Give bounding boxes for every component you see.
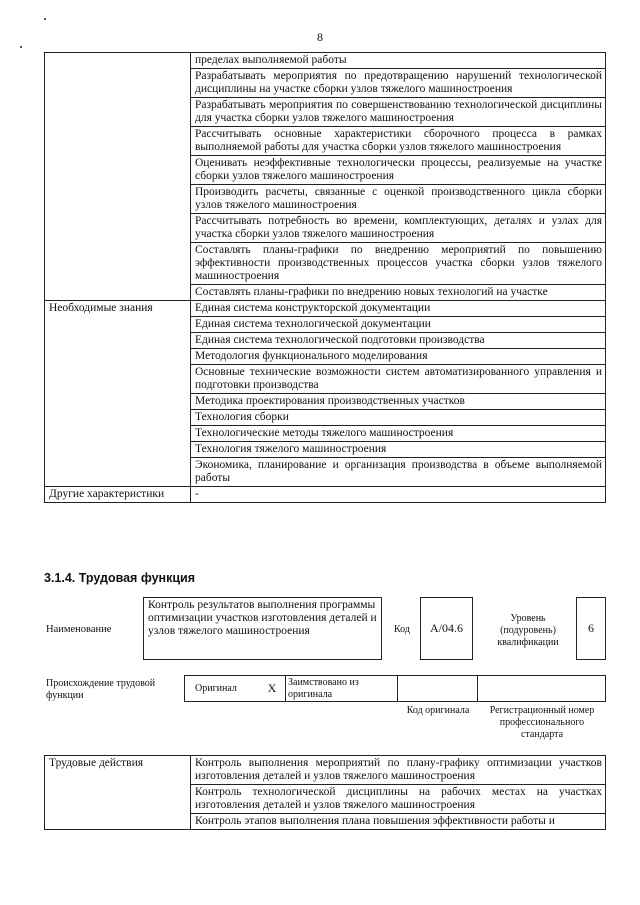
skill-item: пределах выполняемой работы (191, 53, 606, 69)
table-row (45, 53, 606, 69)
knowledge-item: Единая система технологической подготовки производства (191, 333, 606, 349)
code-label: Код (394, 624, 410, 635)
scan-dot (20, 46, 22, 48)
knowledge-item: Технология сборки (191, 410, 606, 426)
section-title: 3.1.4. Трудовая функция (44, 571, 196, 585)
knowledge-item: Единая система технологической документации (191, 317, 606, 333)
skill-item: Составлять планы-графики по внедрению новых технологий на участке (191, 285, 606, 301)
knowledge-item: Технология тяжелого машиностроения (191, 442, 606, 458)
level-label: Уровень (подуровень) квалификации (497, 613, 559, 648)
action-item: Контроль выполнения мероприятий по плану-графику оптимизации участков изготовления деталей и узлов тяжелого машиностроения (191, 756, 606, 785)
other-value: - (191, 487, 606, 503)
origin-label: Происхождение трудовой функции (46, 678, 156, 701)
knowledge-item: Единая система конструкторской документации (191, 301, 606, 317)
registration-caption: Регистрационный номер профессионального стандарта (489, 705, 595, 740)
code-box (420, 597, 473, 660)
knowledge-item: Методология функционального моделирования (191, 349, 606, 365)
table-row (45, 487, 606, 503)
action-item: Контроль технологической дисциплины на рабочих местах на участках изготовления деталей и узлов тяжелого машиностроения (191, 785, 606, 814)
skill-item: Рассчитывать основные характеристики сборочного процесса в рамках выполняемой работы для участка сборки узлов тяжелого машиностроения (191, 127, 606, 156)
skills-label-cell (45, 53, 191, 301)
skills-table (44, 52, 606, 503)
other-label: Другие характеристики (45, 487, 191, 503)
function-name-value: Контроль результатов выполнения программы оптимизации участков изготовления деталей и узлов тяжелого машиностроения (148, 599, 377, 637)
skill-item: Производить расчеты, связанные с оценкой производственного цикла сборки узлов тяжелого машиностроения (191, 185, 606, 214)
skill-item: Составлять планы-графики по внедрению мероприятий по повышению эффективности производственных процессов участка сборки узлов тяжелого машиностроения (191, 243, 606, 285)
actions-table (44, 755, 606, 830)
original-label: Оригинал (195, 683, 237, 694)
function-name-box (143, 597, 382, 660)
actions-label: Трудовые действия (45, 756, 191, 830)
origin-box (184, 675, 606, 702)
borrowed-label: Заимствовано из оригинала (288, 677, 359, 700)
code-value: A/04.6 (430, 621, 463, 635)
knowledge-item: Технологические методы тяжелого машиностроения (191, 426, 606, 442)
skill-item: Рассчитывать потребность во времени, комплектующих, деталях и узлах для участка сборки узлов тяжелого машиностроения (191, 214, 606, 243)
original-mark: X (267, 681, 277, 695)
page-number: 8 (317, 30, 323, 44)
skill-item: Разрабатывать мероприятия по совершенствованию технологической дисциплины для участка сборки узлов тяжелого машиностроения (191, 98, 606, 127)
table-row (45, 756, 606, 785)
scan-dot (44, 18, 46, 20)
code-original-caption: Код оригинала (406, 705, 470, 716)
action-item: Контроль этапов выполнения плана повышения эффективности работы и (191, 814, 606, 830)
skill-item: Разрабатывать мероприятия по предотвращению нарушений технологической дисциплины на участке сборки узлов тяжелого машиностроения (191, 69, 606, 98)
skill-item: Оценивать неэффективные технологически процессы, реализуемые на участке сборки узлов тяжелого машиностроения (191, 156, 606, 185)
knowledge-label: Необходимые знания (45, 301, 191, 487)
knowledge-item: Основные технические возможности систем автоматизированного управления и подготовки производства (191, 365, 606, 394)
level-box (576, 597, 606, 660)
level-value: 6 (588, 621, 594, 635)
knowledge-item: Экономика, планирование и организация производства в объеме выполняемой работы (191, 458, 606, 487)
name-label: Наименование (46, 624, 112, 635)
table-row (45, 301, 606, 317)
knowledge-item: Методика проектирования производственных участков (191, 394, 606, 410)
